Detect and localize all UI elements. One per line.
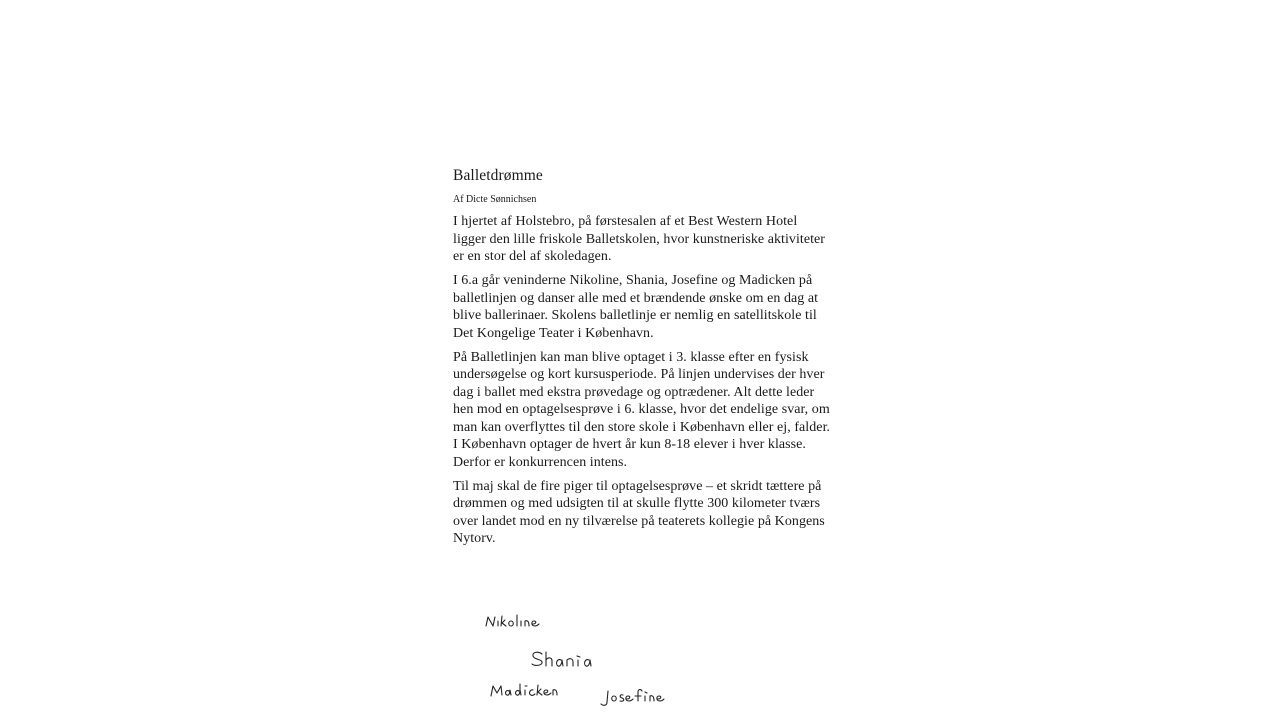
article-title: Balletdrømme xyxy=(453,167,543,184)
signature-shania xyxy=(532,652,591,666)
paragraph-1: I hjertet af Holstebro, på førstesalen af et Best Western Hotel ligger den lille friskole Balletskolen, hvor kunstneriske aktiviteter er en stor del af skoledagen. xyxy=(453,214,826,264)
handwritten-signatures xyxy=(470,600,700,715)
signature-madicken xyxy=(491,684,557,696)
signatures-drawing xyxy=(470,600,700,715)
byline: Af Dicte Sønnichsen xyxy=(453,194,537,205)
paragraph-3: På Balletlinjen kan man blive optaget i 3. klasse efter en fysisk undersøgelse og kort kursusperiode. På linjen undervises der hver dag i ballet med ekstra prøvedage og optrædener. Alt dette leder hen mod en optagelsesprøve i 6. klasse, hvor det endelige svar, om man kan overflyttes til den store skole i København eller ej, falder. I København optager de hvert år kun 8-18 elever i hver klasse. Derfor er konkurrencen intens. xyxy=(453,349,831,470)
article xyxy=(453,166,831,548)
signature-nikoline xyxy=(486,615,539,626)
paragraph-4: Til maj skal de fire piger til optagelsesprøve – et skridt tættere på drømmen og med udsigten til at skulle flytte 300 kilometer tværs over landet mod en ny tilværelse på teaterets kollegie på Kongens Nytorv. xyxy=(453,478,825,546)
paragraph-2: I 6.a går veninderne Nikoline, Shania, Josefine og Madicken på balletlinjen og danser alle med et brændende ønske om en dag at blive ballerinaer. Skolens balletlinje er nemlig en satellitskole til Det Kongelige Teater i København. xyxy=(453,273,819,341)
signature-josefine xyxy=(601,690,664,706)
